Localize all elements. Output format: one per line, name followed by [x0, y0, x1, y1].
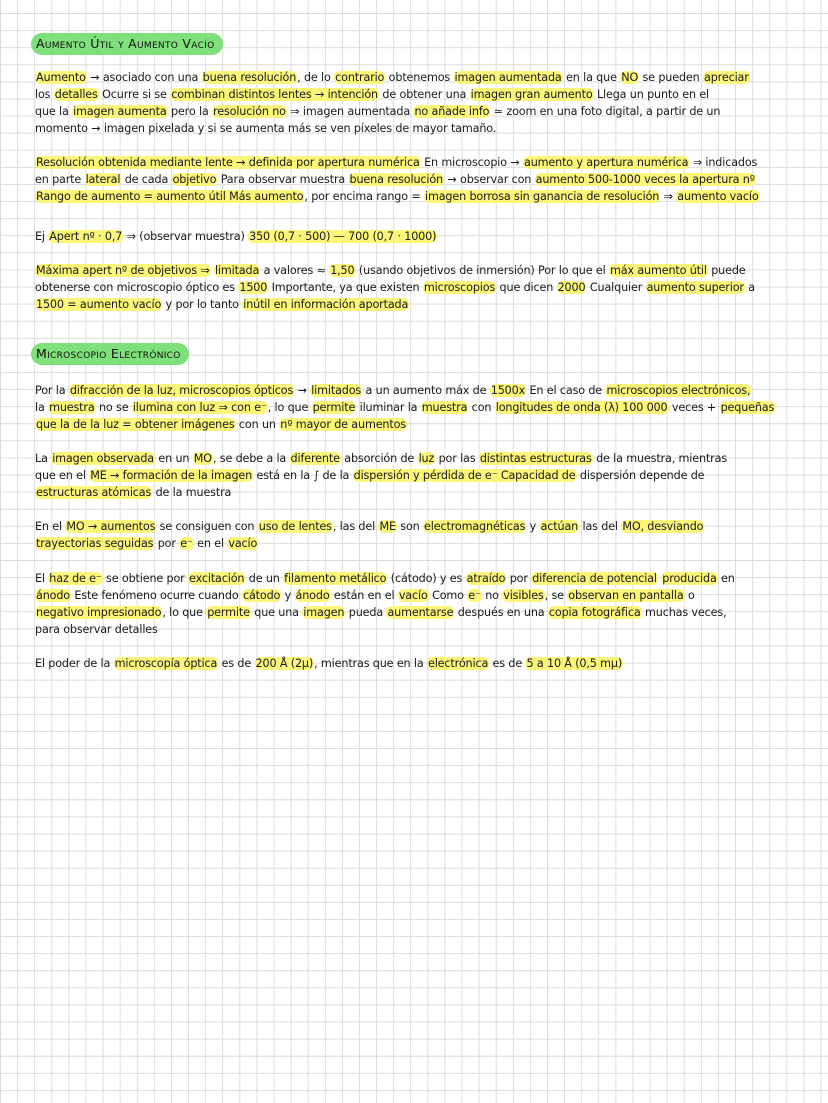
text: la [35, 401, 49, 414]
highlighted-text: aumentarse [387, 606, 454, 619]
highlighted-text: NO [621, 71, 639, 84]
highlighted-text: vacío [228, 537, 258, 550]
highlighted-text: excitación [189, 572, 245, 585]
highlighted-text: aumento y apertura numérica [524, 156, 689, 169]
highlighted-text: ánodo [36, 589, 70, 602]
highlighted-text: 200 Å (2μ) [255, 657, 314, 670]
text-line [35, 655, 810, 672]
highlighted-text: limitados [311, 384, 362, 397]
text-line [35, 262, 810, 279]
highlighted-text: microscopios electrónicos, [606, 384, 751, 397]
section-heading-aumento: Aumento Útil y Aumento Vacío [31, 33, 223, 55]
highlighted-text: pequeñas [720, 401, 775, 414]
text: El poder de la [35, 657, 114, 670]
text: en la que [562, 71, 621, 84]
highlighted-text: 2000 [557, 281, 586, 294]
highlighted-text: imagen borrosa sin ganancia de resolución [425, 190, 660, 203]
text: se obtiene por [102, 572, 189, 585]
text: los [35, 88, 54, 101]
highlighted-text: imagen aumenta [73, 105, 167, 118]
text: en el [193, 537, 228, 550]
text: pueda [345, 606, 387, 619]
text: por las [435, 452, 479, 465]
highlighted-text: 1,50 [330, 264, 355, 277]
highlighted-text: trayectorias seguidas [36, 537, 154, 550]
text: por [154, 537, 180, 550]
highlighted-text: diferencia de potencial [532, 572, 657, 585]
text-line [35, 587, 810, 604]
text: La [35, 452, 52, 465]
highlighted-text: e⁻ [468, 589, 481, 602]
highlighted-text: aumento superior [646, 281, 744, 294]
section-heading-microscopio-electronico: Microscopio Electrónico [31, 343, 189, 365]
highlighted-text: electrónica [427, 657, 489, 670]
highlighted-text: cátodo [242, 589, 281, 602]
text: Llega un punto en el [593, 88, 710, 101]
highlighted-text: ME → formación de la imagen [90, 469, 253, 482]
paragraph [35, 518, 810, 552]
paragraph [35, 154, 810, 205]
paragraph [35, 69, 810, 137]
text: ⇒ indicados [689, 156, 758, 169]
text-line [35, 604, 810, 621]
text: a un aumento máx de [362, 384, 490, 397]
text: no se [95, 401, 132, 414]
text: ⇒ [660, 190, 677, 203]
highlighted-text: microscopios [423, 281, 496, 294]
text: En el caso de [526, 384, 606, 397]
text: , se debe a la [212, 452, 290, 465]
text: de la muestra, mientras [592, 452, 727, 465]
highlighted-text: luz [418, 452, 435, 465]
paragraph [35, 450, 810, 501]
highlighted-text: e⁻ [180, 537, 193, 550]
highlighted-text: no añade info [414, 105, 490, 118]
text: se pueden [639, 71, 703, 84]
highlighted-text: electromagnéticas [424, 520, 526, 533]
text: → [294, 384, 311, 397]
highlighted-text: MO [193, 452, 212, 465]
text: o [684, 589, 695, 602]
text: Cualquier [586, 281, 646, 294]
text: , lo que [267, 401, 312, 414]
highlighted-text: estructuras atómicas [36, 486, 152, 499]
text: a [744, 281, 755, 294]
text: es de [489, 657, 526, 670]
highlighted-text: detalles [54, 88, 98, 101]
text: Como [428, 589, 468, 602]
highlighted-text: negativo impresionado [36, 606, 162, 619]
highlighted-text: imagen aumentada [454, 71, 562, 84]
highlighted-text: inútil en información aportada [243, 298, 409, 311]
text-line [35, 279, 810, 296]
highlighted-text: máx aumento útil [609, 264, 707, 277]
text: En el [35, 520, 66, 533]
paragraph [35, 655, 810, 672]
text-line [35, 154, 810, 171]
text: → observar con [444, 173, 535, 186]
highlighted-text: aumento vacío [677, 190, 759, 203]
text: con un [235, 418, 280, 431]
highlighted-text: que la de la luz = obtener imágenes [36, 418, 235, 431]
highlighted-text: difracción de la luz, microscopios ópticos [69, 384, 294, 397]
highlighted-text: diferente [290, 452, 340, 465]
text: es de [218, 657, 255, 670]
text: Ej [35, 230, 49, 243]
text: veces + [668, 401, 720, 414]
text: que dicen [496, 281, 557, 294]
text: En microscopio → [420, 156, 523, 169]
text: por [506, 572, 532, 585]
highlighted-text: 350 (0,7 · 500) — 700 (0,7 · 1000) [249, 230, 437, 243]
text-line [35, 570, 810, 587]
text: en un [155, 452, 193, 465]
paragraph [35, 228, 810, 245]
text: Para observar muestra [217, 173, 349, 186]
text: Este fenómeno ocurre cuando [71, 589, 242, 602]
highlighted-text: vacío [398, 589, 428, 602]
text: en [717, 572, 735, 585]
highlighted-text: permite [207, 606, 250, 619]
text: dispersión depende de [576, 469, 705, 482]
highlighted-text: imagen gran aumento [470, 88, 593, 101]
text: , las del [332, 520, 379, 533]
text: con [468, 401, 495, 414]
text: obtenerse con microscopio óptico es [35, 281, 239, 294]
highlighted-text: longitudes de onda (λ) 100 000 [495, 401, 668, 414]
highlighted-text: Rango de aumento = aumento útil Más aumento [36, 190, 304, 203]
highlighted-text: visibles [503, 589, 544, 602]
text-line [35, 450, 810, 467]
text: está en la ∫ de la [253, 469, 353, 482]
paragraph [35, 382, 810, 433]
text-line [35, 416, 810, 433]
text: ⇒ (observar muestra) [123, 230, 249, 243]
highlighted-text: ánodo [295, 589, 330, 602]
text: para observar detalles [35, 623, 158, 636]
text: que una [250, 606, 303, 619]
text: ⇒ imagen aumentada [286, 105, 414, 118]
text: , de lo [297, 71, 335, 84]
text: Ocurre si se [98, 88, 171, 101]
highlighted-text: lateral [85, 173, 121, 186]
highlighted-text: imagen observada [52, 452, 154, 465]
highlighted-text: permite [312, 401, 356, 414]
highlighted-text: 1500 = aumento vacío [36, 298, 162, 311]
highlighted-text: buena resolución [202, 71, 297, 84]
highlighted-text: MO → aumentos [66, 520, 156, 533]
text: son [396, 520, 424, 533]
highlighted-text: contrario [335, 71, 385, 84]
highlighted-text: MO, desviando [622, 520, 704, 533]
highlighted-text: producida [662, 572, 717, 585]
highlighted-text: Máxima apert nº de objetivos ⇒ [36, 264, 210, 277]
text: Importante, ya que existen [268, 281, 423, 294]
text: (usando objetivos de inmersión) Por lo que el [355, 264, 609, 277]
text: que la [35, 105, 73, 118]
highlighted-text: filamento metálico [284, 572, 387, 585]
highlighted-text: Resolución obtenida mediante lente → definida por apertura numérica [36, 156, 420, 169]
highlighted-text: ilumina con luz ⇒ con e⁻ [132, 401, 267, 414]
highlighted-text: ME [379, 520, 396, 533]
highlighted-text: dispersión y pérdida de e⁻ Capacidad de [353, 469, 576, 482]
text: que en el [35, 469, 90, 482]
text: y [526, 520, 540, 533]
highlighted-text: 1500x [490, 384, 526, 397]
highlighted-text: distintas estructuras [479, 452, 592, 465]
text: momento → imagen pixelada y si se aumenta más se ven píxeles de mayor tamaño. [35, 122, 497, 135]
text-line [35, 535, 810, 552]
text-line [35, 518, 810, 535]
text-line [35, 467, 810, 484]
text: las del [579, 520, 622, 533]
text: , mientras que en la [314, 657, 427, 670]
text: se consiguen con [156, 520, 258, 533]
text-line [35, 86, 810, 103]
text: iluminar la [356, 401, 421, 414]
text: , se [544, 589, 568, 602]
highlighted-text: resolución no [213, 105, 286, 118]
text-line [35, 228, 810, 245]
text-line [35, 484, 810, 501]
text-line [35, 382, 810, 399]
highlighted-text: uso de lentes [258, 520, 332, 533]
highlighted-text: atraído [466, 572, 506, 585]
text: de un [245, 572, 284, 585]
highlighted-text: aumento 500-1000 veces la apertura nº [535, 173, 755, 186]
highlighted-text: Apert nº · 0,7 [49, 230, 123, 243]
text: El [35, 572, 49, 585]
text: (cátodo) y es [387, 572, 466, 585]
text-line [35, 69, 810, 86]
text: a valores ≈ [260, 264, 330, 277]
text: muchas veces, [641, 606, 727, 619]
highlighted-text: microscopía óptica [114, 657, 218, 670]
text-line [35, 171, 810, 188]
text: de la muestra [152, 486, 232, 499]
highlighted-text: limitada [214, 264, 260, 277]
text: y por lo tanto [162, 298, 243, 311]
paragraph [35, 262, 810, 313]
text: de obtener una [379, 88, 470, 101]
text: pero la [167, 105, 213, 118]
highlighted-text: muestra [49, 401, 95, 414]
paragraph [35, 570, 810, 638]
text: en parte [35, 173, 85, 186]
highlighted-text: copia fotográfica [548, 606, 641, 619]
text: , lo que [162, 606, 207, 619]
highlighted-text: observan en pantalla [568, 589, 684, 602]
text: , por encima rango = [304, 190, 424, 203]
highlighted-text: haz de e⁻ [49, 572, 102, 585]
text: puede [707, 264, 746, 277]
text: obtenemos [385, 71, 454, 84]
highlighted-text: apreciar [703, 71, 749, 84]
highlighted-text: muestra [421, 401, 468, 414]
text-line [35, 120, 810, 137]
text: → asociado con una [86, 71, 202, 84]
highlighted-text: 5 a 10 Å (0,5 mμ) [526, 657, 623, 670]
text: ≃ zoom en una foto digital, a partir de un [490, 105, 721, 118]
highlighted-text: actúan [540, 520, 579, 533]
text-line [35, 399, 810, 416]
text-line [35, 103, 810, 120]
text-line [35, 188, 810, 205]
text: absorción de [340, 452, 418, 465]
text: Por la [35, 384, 69, 397]
text-line [35, 296, 810, 313]
highlighted-text: 1500 [239, 281, 268, 294]
text: de cada [121, 173, 172, 186]
text: después en una [454, 606, 548, 619]
text: están en el [330, 589, 398, 602]
highlighted-text: imagen [303, 606, 345, 619]
text: no [481, 589, 503, 602]
highlighted-text: nº mayor de aumentos [280, 418, 406, 431]
highlighted-text: Aumento [36, 71, 86, 84]
highlighted-text: combinan distintos lentes → intención [171, 88, 378, 101]
highlighted-text: objetivo [172, 173, 217, 186]
text: y [281, 589, 295, 602]
text-line [35, 621, 810, 638]
highlighted-text: buena resolución [349, 173, 443, 186]
